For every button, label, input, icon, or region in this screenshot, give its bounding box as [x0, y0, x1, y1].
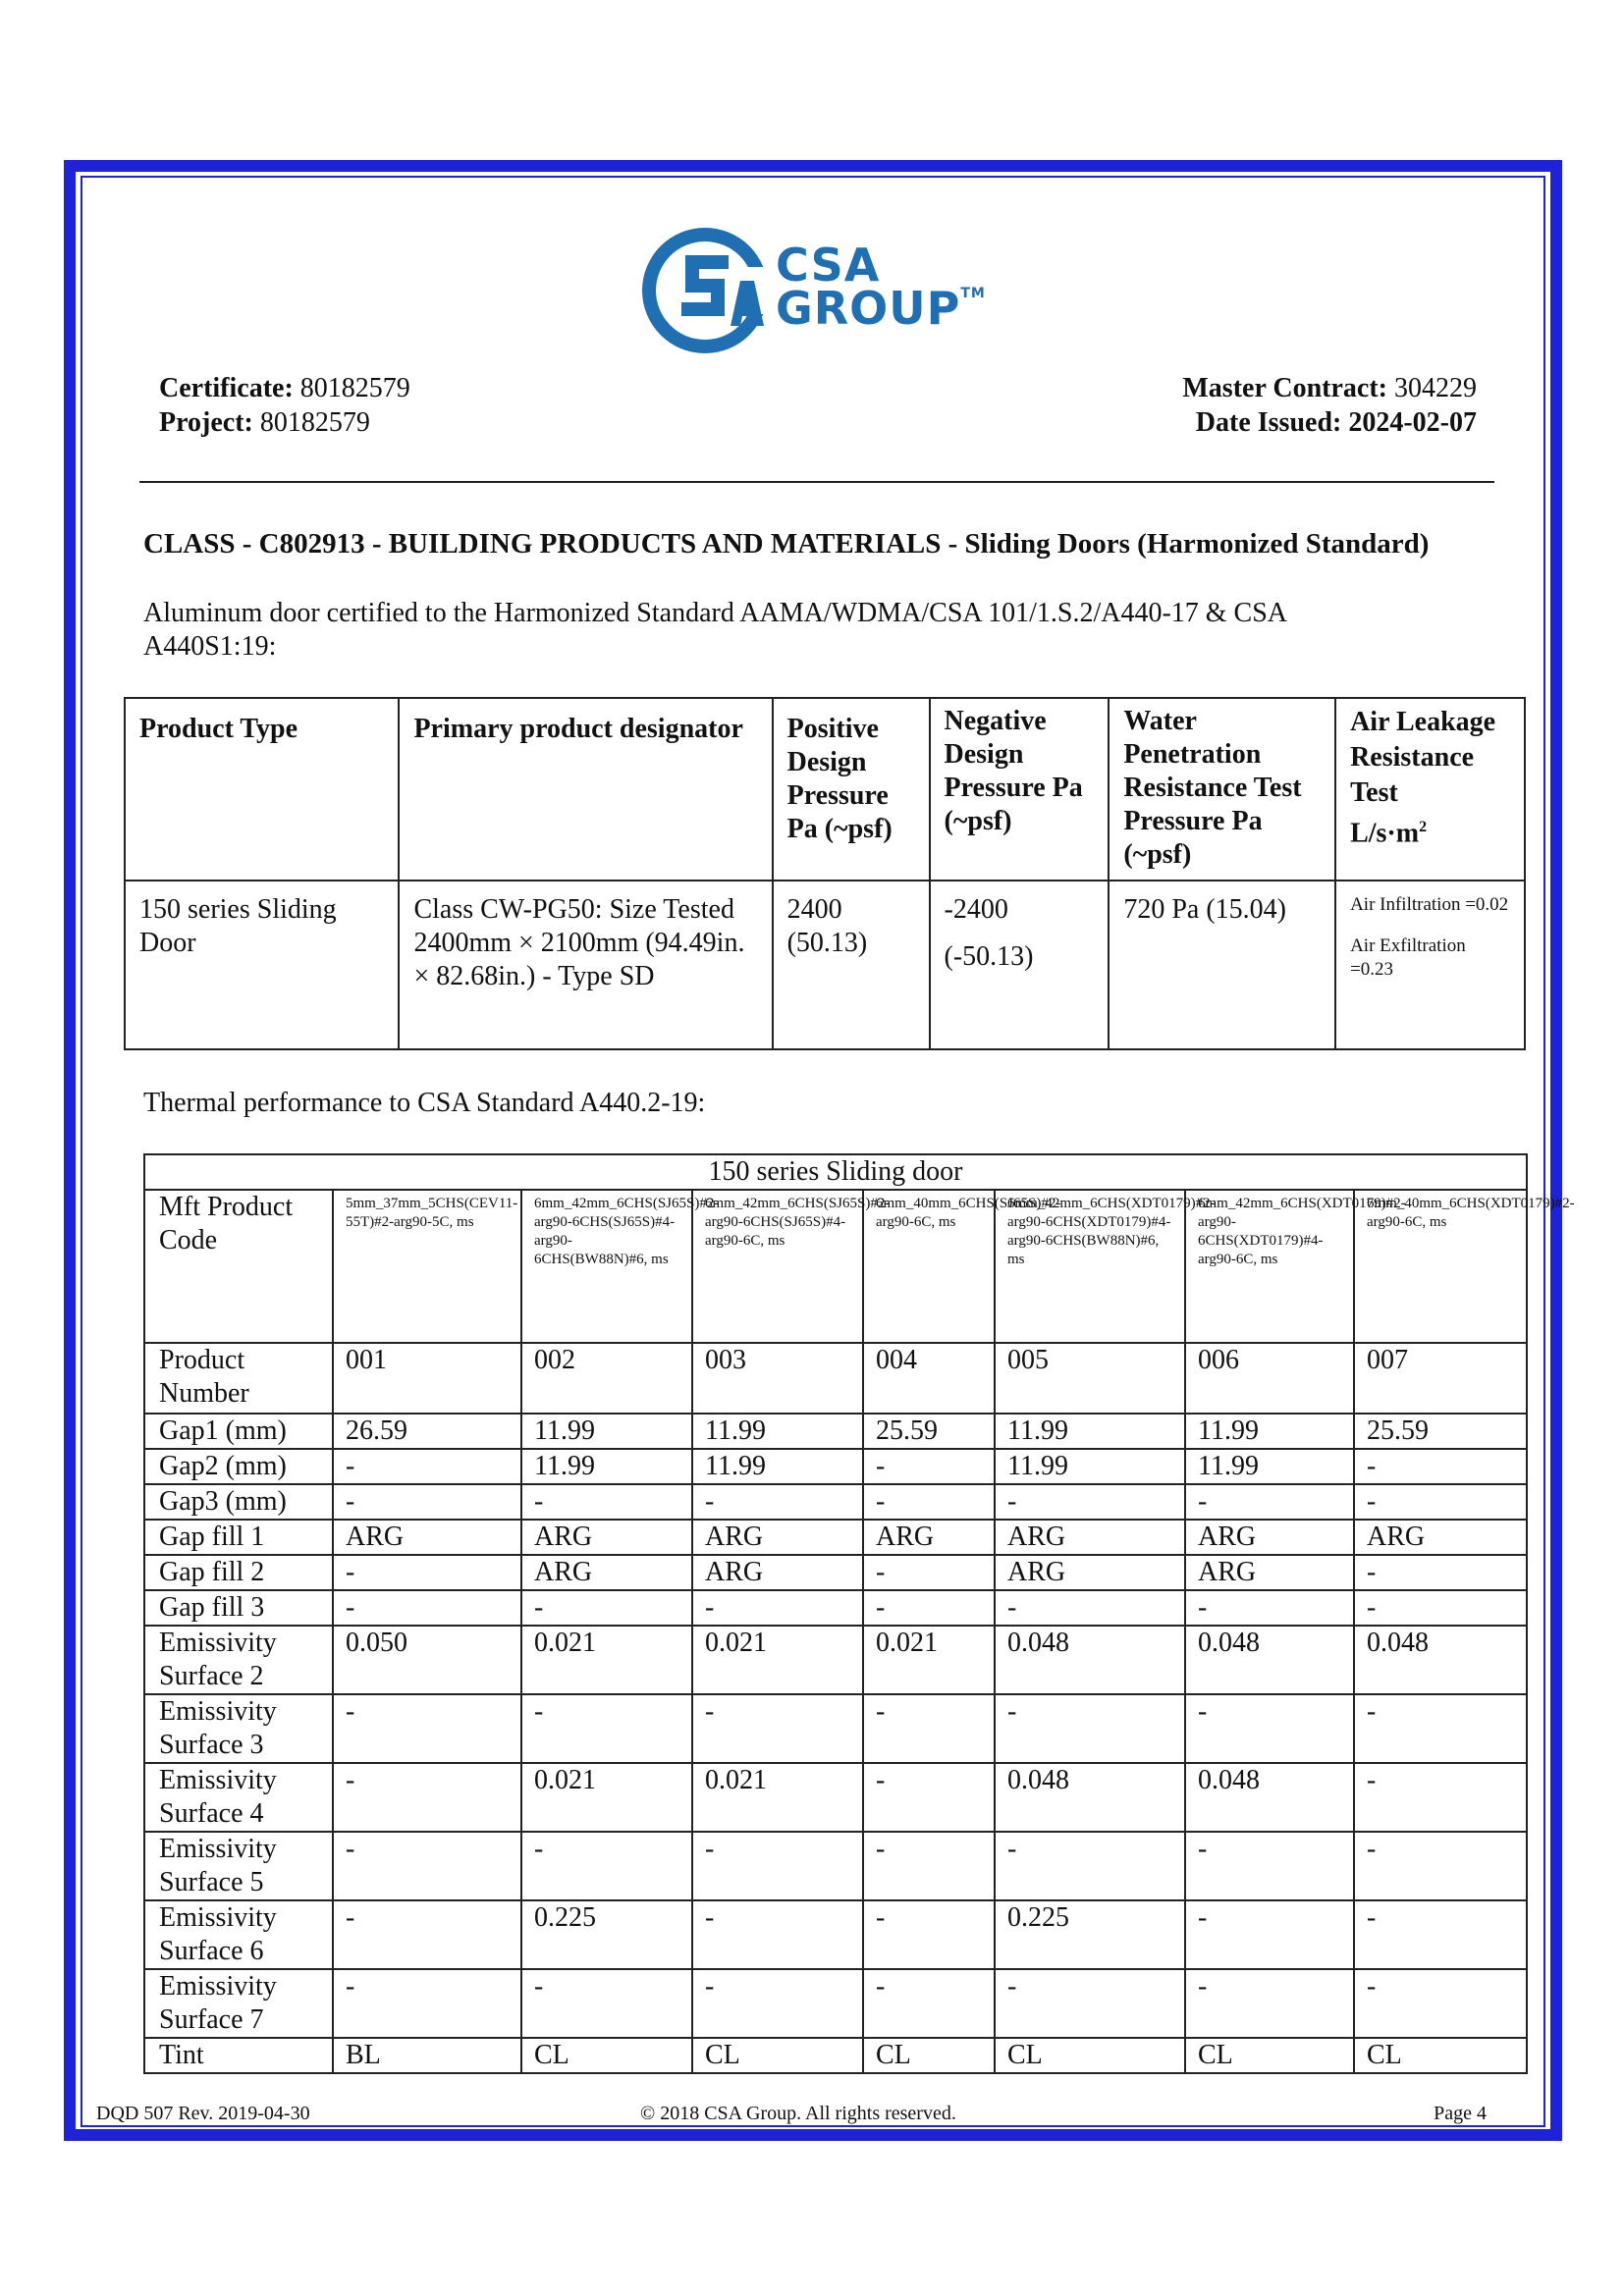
mft-code-cell: 6mm_42mm_6CHS(SJ65S)#2-arg90-6CHS(SJ65S)#4-arg90-6CHS(BW88N)#6, ms: [521, 1190, 692, 1343]
table-cell: -: [1354, 1555, 1527, 1590]
table-cell: 002: [521, 1343, 692, 1414]
table-cell: -: [863, 1832, 995, 1900]
table-cell: BL: [333, 2038, 521, 2073]
mft-code-cell: 5mm_37mm_5CHS(CEV11-55T)#2-arg90-5C, ms: [333, 1190, 521, 1343]
table-cell: -: [692, 1969, 863, 2038]
table-cell: -: [995, 1832, 1185, 1900]
mft-code-cell: 6mm_40mm_6CHS(SJ65S)#2-arg90-6C, ms: [863, 1190, 995, 1343]
thermal-table-title: 150 series Sliding door: [144, 1154, 1527, 1190]
table-cell: -: [863, 1590, 995, 1626]
certificate-info: [159, 371, 410, 440]
table-cell: -: [1185, 1900, 1354, 1969]
certificate-value: 80182579: [299, 373, 410, 403]
table-row: [144, 1414, 1527, 1449]
row-label: Emissivity Surface 6: [144, 1900, 333, 1969]
table-cell: 11.99: [521, 1449, 692, 1484]
thermal-heading: Thermal performance to CSA Standard A440.2-19:: [143, 1088, 706, 1118]
table-row: [144, 1484, 1527, 1520]
table-cell: -: [1354, 1900, 1527, 1969]
table-cell: ARG: [1185, 1555, 1354, 1590]
table-cell: 0.050: [333, 1626, 521, 1694]
product-type-cell: 150 series Sliding Door: [125, 881, 399, 1049]
table-cell: ARG: [1354, 1520, 1527, 1555]
header-product-type: Product Type: [125, 698, 399, 881]
master-contract-value: 304229: [1394, 373, 1477, 403]
table-cell: -: [333, 1832, 521, 1900]
table-row: [144, 1520, 1527, 1555]
thermal-table: [143, 1153, 1575, 2074]
certification-table: [124, 697, 1526, 1050]
row-label: Gap3 (mm): [144, 1484, 333, 1520]
table-cell: -: [692, 1694, 863, 1763]
table-cell: CL: [863, 2038, 995, 2073]
table-cell: -: [333, 1763, 521, 1832]
project-label: Project:: [159, 407, 253, 438]
table-cell: -: [863, 1763, 995, 1832]
table-cell: -: [1185, 1484, 1354, 1520]
csa-logo-text: CSA GROUP™: [776, 239, 986, 335]
table-cell: CL: [1185, 2038, 1354, 2073]
footer-page-number: Page 4: [1434, 2103, 1487, 2124]
table-cell: -: [521, 1694, 692, 1763]
mft-code-cell: 6mm_40mm_6CHS(XDT0179)#2-arg90-6C, ms: [1354, 1190, 1527, 1343]
table-row: [144, 1190, 1527, 1343]
table-row: [144, 1763, 1527, 1832]
table-cell: 26.59: [333, 1414, 521, 1449]
certificate-label: Certificate:: [159, 373, 294, 403]
table-cell: 0.048: [1185, 1626, 1354, 1694]
table-cell: -: [333, 1590, 521, 1626]
intro-paragraph: Aluminum door certified to the Harmonized Standard AAMA/WDMA/CSA 101/1.S.2/A440-17 & CSA A440S1:19:: [143, 598, 1286, 662]
table-cell: -: [333, 1900, 521, 1969]
header-primary-designator: Primary product designator: [399, 698, 772, 881]
table-cell: -: [333, 1555, 521, 1590]
table-cell: -: [1354, 1694, 1527, 1763]
table-cell: -: [333, 1449, 521, 1484]
mft-code-cell: 6mm_42mm_6CHS(XDT0179)#2-arg90-6CHS(XDT0179)#4-arg90-6C, ms: [1185, 1190, 1354, 1343]
table-cell: 0.048: [995, 1763, 1185, 1832]
table-cell: -: [995, 1590, 1185, 1626]
mft-code-cell: 6mm_42mm_6CHS(XDT0179)#2-arg90-6CHS(XDT0179)#4-arg90-6CHS(BW88N)#6, ms: [995, 1190, 1185, 1343]
table-cell: -: [1185, 1694, 1354, 1763]
mft-code-cell: 6mm_42mm_6CHS(SJ65S)#2-arg90-6CHS(SJ65S)#4-arg90-6C, ms: [692, 1190, 863, 1343]
table-cell: -: [521, 1969, 692, 2038]
row-label: Gap fill 2: [144, 1555, 333, 1590]
table-cell: -: [333, 1694, 521, 1763]
negative-pressure-cell: -2400 (-50.13): [930, 881, 1110, 1049]
table-cell: -: [692, 1484, 863, 1520]
table-cell: -: [1185, 1969, 1354, 2038]
table-cell: 0.048: [995, 1626, 1185, 1694]
header-water-penetration: Water Penetration Resistance Test Pressure Pa (~psf): [1109, 698, 1335, 881]
row-label: Emissivity Surface 2: [144, 1626, 333, 1694]
class-heading: CLASS - C802913 - BUILDING PRODUCTS AND MATERIALS - Sliding Doors (Harmonized Standard): [143, 528, 1430, 560]
table-cell: ARG: [521, 1555, 692, 1590]
table-cell: -: [1185, 1590, 1354, 1626]
row-label: Emissivity Surface 5: [144, 1832, 333, 1900]
table-cell: -: [333, 1969, 521, 2038]
table-cell: 0.021: [521, 1763, 692, 1832]
table-cell: -: [692, 1590, 863, 1626]
table-row: [144, 1555, 1527, 1590]
footer-copyright: © 2018 CSA Group. All rights reserved.: [640, 2103, 956, 2124]
table-cell: 25.59: [1354, 1414, 1527, 1449]
table-cell: 0.225: [995, 1900, 1185, 1969]
table-cell: ARG: [333, 1520, 521, 1555]
row-label: Gap2 (mm): [144, 1449, 333, 1484]
table-row: [144, 2038, 1527, 2073]
table-cell: CL: [692, 2038, 863, 2073]
table-cell: 11.99: [1185, 1449, 1354, 1484]
table-cell: ARG: [1185, 1520, 1354, 1555]
table-cell: -: [1354, 1832, 1527, 1900]
table-cell: 11.99: [692, 1449, 863, 1484]
table-row: [144, 1626, 1527, 1694]
project-value: 80182579: [259, 407, 370, 438]
table-cell: 11.99: [1185, 1414, 1354, 1449]
table-cell: ARG: [521, 1520, 692, 1555]
table-row: [144, 1832, 1527, 1900]
table-cell: -: [863, 1449, 995, 1484]
master-contract-label: Master Contract:: [1182, 373, 1387, 403]
table-row: [144, 1449, 1527, 1484]
table-cell: -: [995, 1694, 1185, 1763]
footer-revision: DQD 507 Rev. 2019-04-30: [96, 2103, 310, 2124]
table-cell: -: [863, 1900, 995, 1969]
table-cell: ARG: [995, 1555, 1185, 1590]
table-cell: 006: [1185, 1343, 1354, 1414]
header-air-leakage: Air Leakage Resistance Test $L/s\cdot m^2$: [1335, 698, 1525, 881]
table-cell: -: [1354, 1449, 1527, 1484]
table-cell: ARG: [863, 1520, 995, 1555]
table-cell: -: [863, 1969, 995, 2038]
row-label: Emissivity Surface 4: [144, 1763, 333, 1832]
table-cell: CL: [521, 2038, 692, 2073]
table-cell: -: [692, 1900, 863, 1969]
table-cell: 0.225: [521, 1900, 692, 1969]
row-label: Emissivity Surface 7: [144, 1969, 333, 2038]
table-cell: -: [863, 1694, 995, 1763]
row-label: Gap1 (mm): [144, 1414, 333, 1449]
table-cell: -: [692, 1832, 863, 1900]
table-cell: 0.021: [692, 1626, 863, 1694]
table-cell: ARG: [692, 1555, 863, 1590]
table-cell: -: [521, 1590, 692, 1626]
table-cell: 001: [333, 1343, 521, 1414]
table-header-row: [125, 698, 1525, 881]
table-cell: -: [863, 1555, 995, 1590]
table-cell: 004: [863, 1343, 995, 1414]
table-cell: 0.048: [1354, 1626, 1527, 1694]
water-penetration-cell: 720 Pa (15.04): [1109, 881, 1335, 1049]
table-cell: 11.99: [521, 1414, 692, 1449]
table-cell: 0.021: [863, 1626, 995, 1694]
table-cell: -: [1185, 1832, 1354, 1900]
table-cell: -: [521, 1832, 692, 1900]
table-cell: -: [1354, 1969, 1527, 2038]
designator-cell: Class CW-PG50: Size Tested 2400mm × 2100mm (94.49in. × 82.68in.) - Type SD: [399, 881, 772, 1049]
row-label: Tint: [144, 2038, 333, 2073]
table-cell: 0.021: [692, 1763, 863, 1832]
table-cell: 007: [1354, 1343, 1527, 1414]
table-cell: 11.99: [995, 1449, 1185, 1484]
header-divider: [139, 481, 1494, 483]
header-positive-pressure: Positive Design Pressure Pa (~psf): [773, 698, 930, 881]
row-label: Gap fill 3: [144, 1590, 333, 1626]
table-cell: ARG: [692, 1520, 863, 1555]
table-cell: 11.99: [995, 1414, 1185, 1449]
table-cell: -: [995, 1969, 1185, 2038]
row-label: Gap fill 1: [144, 1520, 333, 1555]
contract-info: [1182, 371, 1477, 440]
table-cell: -: [1354, 1590, 1527, 1626]
table-cell: 11.99: [692, 1414, 863, 1449]
table-cell: 0.021: [521, 1626, 692, 1694]
table-cell: -: [1354, 1763, 1527, 1832]
header-negative-pressure: Negative Design Pressure Pa (~psf): [930, 698, 1110, 881]
date-issued-value: 2024-02-07: [1348, 407, 1477, 438]
mft-code-label: Mft Product Code: [144, 1190, 333, 1343]
table-cell: -: [1354, 1484, 1527, 1520]
table-cell: 0.048: [1185, 1763, 1354, 1832]
date-issued-label: Date Issued:: [1195, 407, 1342, 438]
air-leakage-cell: Air Infiltration =0.02 Air Exfiltration =0.23: [1335, 881, 1525, 1049]
table-cell: -: [521, 1484, 692, 1520]
table-cell: 25.59: [863, 1414, 995, 1449]
table-cell: CL: [995, 2038, 1185, 2073]
table-cell: CL: [1354, 2038, 1527, 2073]
table-cell: -: [995, 1484, 1185, 1520]
row-label: Emissivity Surface 3: [144, 1694, 333, 1763]
table-cell: -: [863, 1484, 995, 1520]
table-cell: ARG: [995, 1520, 1185, 1555]
table-cell: -: [333, 1484, 521, 1520]
table-row: [144, 1590, 1527, 1626]
table-cell: 003: [692, 1343, 863, 1414]
table-row: [144, 1900, 1527, 1969]
table-row: [144, 1694, 1527, 1763]
positive-pressure-cell: 2400 (50.13): [773, 881, 930, 1049]
table-row: [144, 1343, 1527, 1414]
table-cell: 005: [995, 1343, 1185, 1414]
table-row: [125, 881, 1525, 1049]
table-row: [144, 1969, 1527, 2038]
row-label: Product Number: [144, 1343, 333, 1414]
